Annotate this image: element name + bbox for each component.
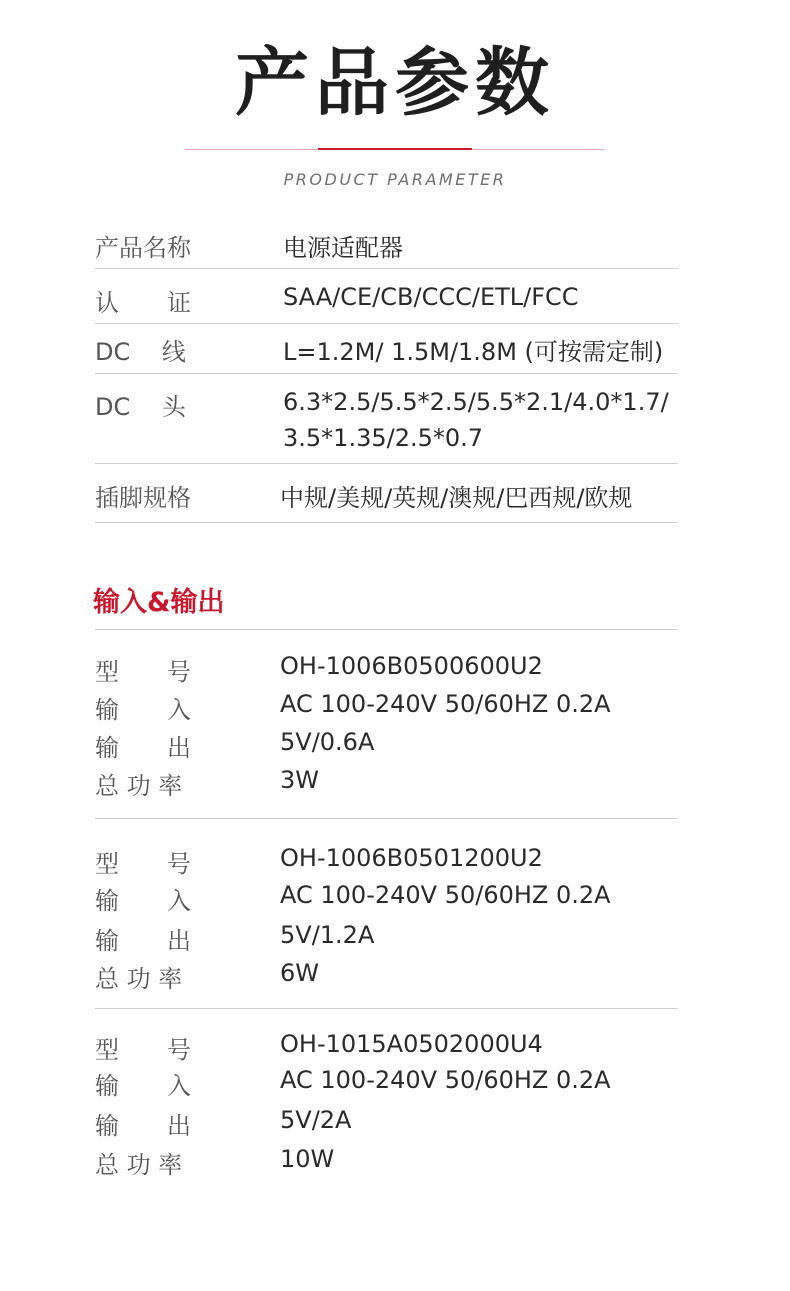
row-divider <box>95 373 678 374</box>
spec-value-dc-cable: L=1.2M/ 1.5M/1.8M (可按需定制) <box>283 338 664 366</box>
row-divider <box>95 463 678 464</box>
spec-label-plug-type: 插脚规格 <box>95 484 191 512</box>
output-label: 输 出 <box>95 1112 191 1140</box>
model-value: OH-1006B0501200U2 <box>280 844 543 872</box>
power-value: 3W <box>280 766 319 794</box>
model-divider <box>95 818 678 819</box>
output-value: 5V/2A <box>280 1106 352 1134</box>
model-label: 型 号 <box>95 850 191 878</box>
io-section-title: 输入&输出 <box>93 587 225 618</box>
row-divider <box>95 323 678 324</box>
output-label: 输 出 <box>95 734 191 762</box>
spec-value-dc-plug: 6.3*2.5/5.5*2.5/5.5*2.1/4.0*1.7/ 3.5*1.35/2.5*0.7 <box>283 388 669 452</box>
input-value: AC 100-240V 50/60HZ 0.2A <box>280 1066 611 1094</box>
power-value: 6W <box>280 959 319 987</box>
input-label: 输 入 <box>95 696 191 724</box>
power-label: 总 功 率 <box>95 1151 183 1179</box>
power-label: 总 功 率 <box>95 965 183 993</box>
spec-value-cert: SAA/CE/CB/CCC/ETL/FCC <box>283 283 579 311</box>
power-label: 总 功 率 <box>95 772 183 800</box>
model-value: OH-1015A0502000U4 <box>280 1030 543 1058</box>
row-divider <box>95 522 678 523</box>
power-value: 10W <box>280 1145 335 1173</box>
input-value: AC 100-240V 50/60HZ 0.2A <box>280 690 611 718</box>
spec-value-plug-type: 中规/美规/英规/澳规/巴西规/欧规 <box>280 484 633 512</box>
input-label: 输 入 <box>95 1072 191 1100</box>
section-divider <box>95 629 678 630</box>
page-title: 产品参数 <box>235 40 555 126</box>
model-label: 型 号 <box>95 1036 191 1064</box>
spec-label-dc-plug: DC 头 <box>95 393 186 421</box>
output-value: 5V/1.2A <box>280 921 375 949</box>
model-value: OH-1006B0500600U2 <box>280 652 543 680</box>
spec-label-name: 产品名称 <box>95 234 191 262</box>
spec-value-name: 电源适配器 <box>283 234 403 262</box>
row-divider <box>95 268 678 269</box>
input-label: 输 入 <box>95 887 191 915</box>
input-value: AC 100-240V 50/60HZ 0.2A <box>280 881 611 909</box>
model-label: 型 号 <box>95 658 191 686</box>
output-label: 输 出 <box>95 927 191 955</box>
spec-label-dc-cable: DC 线 <box>95 338 186 366</box>
output-value: 5V/0.6A <box>280 728 375 756</box>
title-divider-accent <box>318 148 472 150</box>
page-subtitle: PRODUCT PARAMETER <box>283 170 507 189</box>
spec-label-cert: 认 证 <box>95 289 191 317</box>
model-divider <box>95 1008 678 1009</box>
